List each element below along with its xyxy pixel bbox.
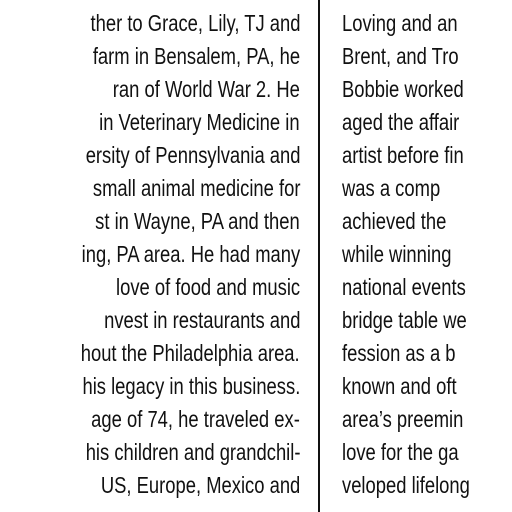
text-line: hout the Philadelphia area. — [81, 340, 300, 366]
text-line: US, Europe, Mexico and — [100, 472, 300, 498]
text-line: bridge table we — [342, 307, 467, 333]
text-line: known and oft — [342, 373, 457, 399]
text-line: aged the affair — [342, 109, 460, 135]
text-line: ran of World War 2. He — [112, 76, 300, 102]
text-line: st in Wayne, PA and then — [95, 208, 300, 234]
text-line: ing, PA area. He had many — [81, 241, 300, 267]
text-line: small animal medicine for — [92, 175, 300, 201]
text-line: national events — [342, 274, 466, 300]
text-line: ersity of Pennsylvania and — [85, 142, 300, 168]
text-line: Loving and an — [342, 10, 458, 36]
text-line: achieved the — [342, 208, 447, 234]
text-line: Brent, and Tro — [342, 43, 459, 69]
column-divider — [318, 0, 320, 512]
text-line: farm in Bensalem, PA, he — [92, 43, 300, 69]
text-line: artist before fin — [342, 142, 464, 168]
text-line: love for the ga — [342, 439, 459, 465]
text-line: area’s preemin — [342, 406, 464, 432]
text-line: fession as a b — [342, 340, 456, 366]
text-line: while winning — [342, 241, 452, 267]
text-line: age of 74, he traveled ex- — [91, 406, 300, 432]
right-column — [324, 0, 512, 512]
text-line: Bobbie worked — [342, 76, 464, 102]
text-line: veloped lifelong — [342, 472, 470, 498]
text-line: his children and grandchil- — [85, 439, 300, 465]
text-line: in Veterinary Medicine in — [99, 109, 300, 135]
text-line: nvest in restaurants and — [103, 307, 300, 333]
text-line: love of food and music — [115, 274, 300, 300]
text-line: his legacy in this business. — [82, 373, 300, 399]
text-line: was a comp — [342, 175, 441, 201]
text-line: ther to Grace, Lily, TJ and — [90, 10, 300, 36]
